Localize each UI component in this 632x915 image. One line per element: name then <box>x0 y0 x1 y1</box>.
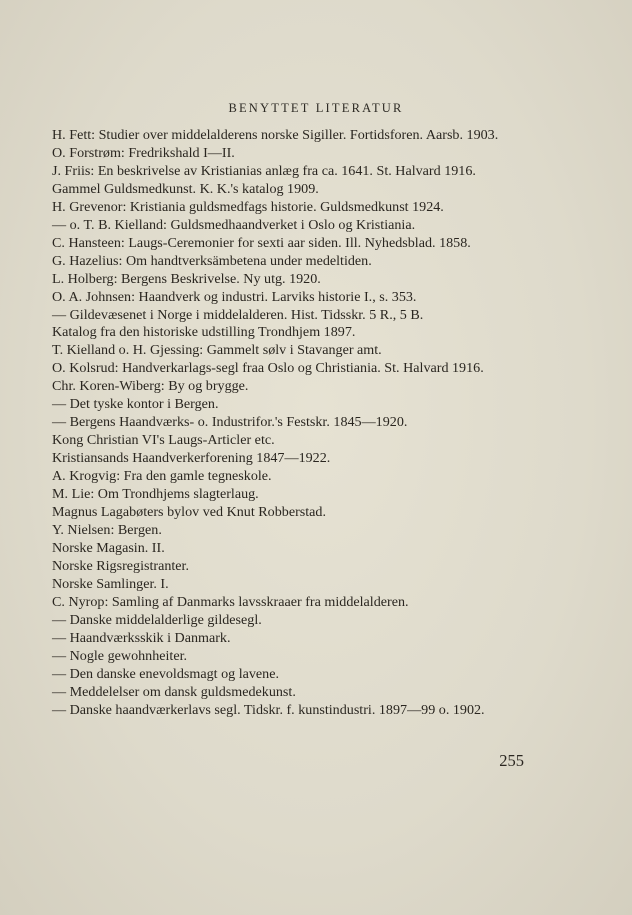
bibliography-entry: — Gildevæsenet i Norge i middelalderen. Hist. Tidsskr. 5 R., 5 B. <box>52 306 424 323</box>
bibliography-entry: — o. T. B. Kielland: Guldsmedhaandverket i Oslo og Kristiania. <box>52 216 416 233</box>
bibliography-entry: Norske Magasin. II. <box>52 539 165 556</box>
bibliography-entry: H. Fett: Studier over middelalderens norske Sigiller. Fortidsforen. Aarsb. 1903. <box>52 127 499 143</box>
bibliography-entry: O. Forstrøm: Fredrikshald I—II. <box>52 144 235 161</box>
bibliography-entry: J. Friis: En beskrivelse av Kristianias anlæg fra ca. 1641. St. Halvard 1916. <box>52 162 476 179</box>
bibliography-entry: — Haandværksskik i Danmark. <box>52 629 231 646</box>
bibliography-entry: Kong Christian VI's Laugs-Articler etc. <box>52 432 275 449</box>
bibliography-entry: — Nogle gewohnheiter. <box>52 647 188 664</box>
bibliography-entry: Chr. Koren-Wiberg: By og brygge. <box>52 378 249 395</box>
bibliography-entry: T. Kielland o. H. Gjessing: Gammelt sølv i Stavanger amt. <box>52 342 382 359</box>
bibliography-entry: — Meddelelser om dansk guldsmedekunst. <box>52 683 296 700</box>
bibliography-entry: Gammel Guldsmedkunst. K. K.'s katalog 1909. <box>52 180 319 197</box>
bibliography-entry: A. Krogvig: Fra den gamle tegneskole. <box>52 468 272 485</box>
bibliography-entry: L. Holberg: Bergens Beskrivelse. Ny utg. 1920. <box>52 270 321 287</box>
bibliography-entry: H. Grevenor: Kristiania guldsmedfags historie. Guldsmedkunst 1924. <box>52 198 444 215</box>
bibliography-entry: Katalog fra den historiske udstilling Trondhjem 1897. <box>52 324 356 341</box>
bibliography-entry: Y. Nielsen: Bergen. <box>52 521 162 538</box>
page-number: 255 <box>499 751 524 770</box>
bibliography-entry: Norske Rigsregistranter. <box>52 557 189 574</box>
bibliography-entry: Norske Samlinger. I. <box>52 575 169 592</box>
bibliography-entry: G. Hazelius: Om handtverksämbetena under medeltiden. <box>52 252 372 269</box>
bibliography-entry: — Bergens Haandværks- o. Industrifor.'s Festskr. 1845—1920. <box>52 414 408 431</box>
bibliography-entry: — Danske haandværkerlavs segl. Tidskr. f. kunstindustri. 1897—99 o. 1902. <box>52 701 485 718</box>
bibliography-entry: C. Nyrop: Samling af Danmarks lavsskraaer fra middelalderen. <box>52 593 409 610</box>
bibliography-entry: — Danske middelalderlige gildesegl. <box>52 611 262 628</box>
running-head: BENYTTET LITERATUR <box>228 101 404 115</box>
bibliography-entry: O. A. Johnsen: Haandverk og industri. Larviks historie I., s. 353. <box>52 288 417 305</box>
bibliography-entry: M. Lie: Om Trondhjems slagterlaug. <box>52 486 259 503</box>
bibliography-entry: — Den danske enevoldsmagt og lavene. <box>52 665 280 682</box>
bibliography-entry: C. Hansteen: Laugs-Ceremonier for sexti aar siden. Ill. Nyhedsblad. 1858. <box>52 234 471 251</box>
bibliography-entry: Magnus Lagabøters bylov ved Knut Robberstad. <box>52 504 326 521</box>
bibliography-entry: Kristiansands Haandverkerforening 1847—1922. <box>52 450 331 467</box>
bibliography-entry: — Det tyske kontor i Bergen. <box>52 396 219 413</box>
bibliography-entry: O. Kolsrud: Handverkarlags-segl fraa Oslo og Christiania. St. Halvard 1916. <box>52 360 484 377</box>
bibliography-list <box>52 127 532 719</box>
